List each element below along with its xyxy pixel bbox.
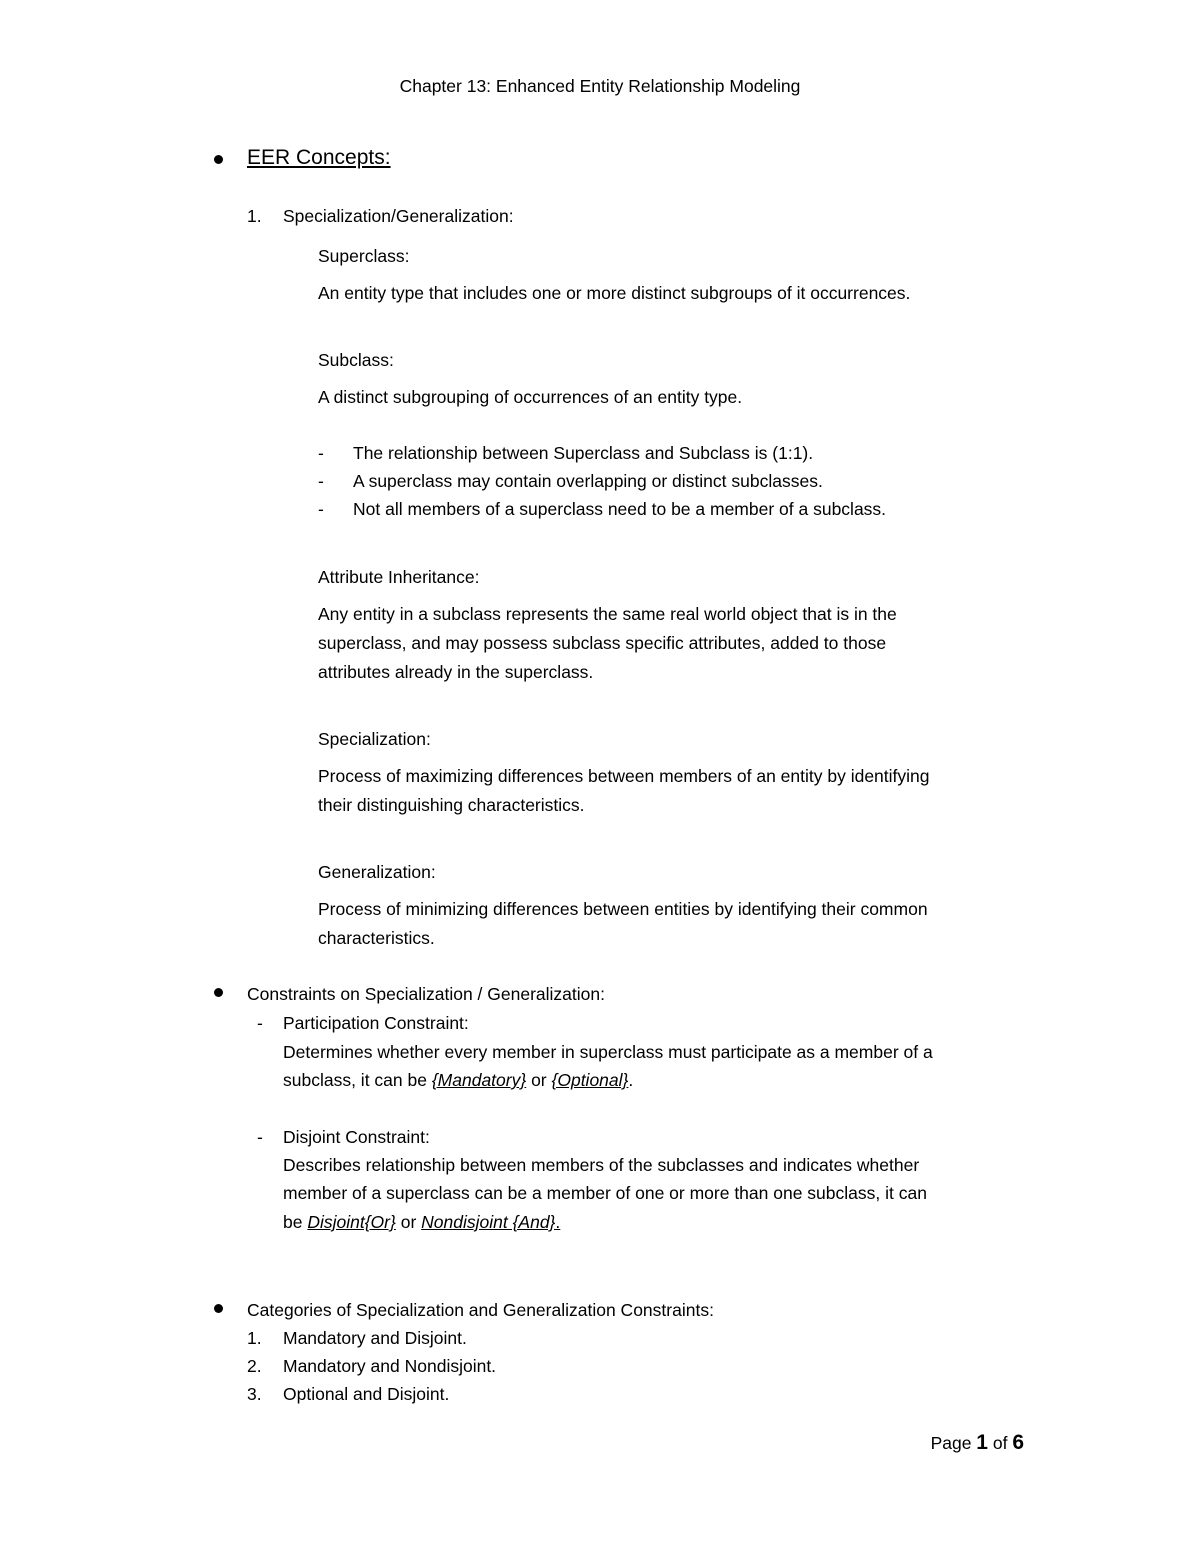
emphasis-disjoint: Disjoint{Or} bbox=[307, 1212, 396, 1232]
total-page-count: 6 bbox=[1012, 1431, 1024, 1454]
dash-marker: - bbox=[257, 1013, 263, 1033]
emphasis-nondisjoint: Nondisjoint {And} bbox=[421, 1212, 556, 1232]
text-run: . bbox=[628, 1070, 634, 1090]
dash-marker: - bbox=[318, 499, 324, 519]
definition-line: characteristics. bbox=[318, 928, 435, 948]
definition-line: Process of maximizing differences between members of an entity by identifying bbox=[318, 766, 930, 786]
definition-line: Any entity in a subclass represents the same real world object that is in the bbox=[318, 604, 897, 624]
current-page-number: 1 bbox=[976, 1431, 988, 1454]
text-run: or bbox=[526, 1070, 552, 1090]
dash-marker: - bbox=[257, 1127, 263, 1147]
text-run: subclass, it can be bbox=[283, 1070, 432, 1090]
emphasis-optional: {Optional} bbox=[551, 1070, 629, 1090]
list-item: Mandatory and Nondisjoint. bbox=[283, 1356, 497, 1376]
text-run: of bbox=[987, 1433, 1013, 1453]
page-number-footer bbox=[931, 1432, 1024, 1454]
term-superclass: Superclass: bbox=[318, 246, 410, 266]
definition-subclass: A distinct subgrouping of occurrences of an entity type. bbox=[318, 387, 743, 407]
term-subclass: Subclass: bbox=[318, 350, 394, 370]
header-title: Chapter 13: Enhanced Entity Relationship Modeling bbox=[399, 76, 801, 96]
dash-item: A superclass may contain overlapping or distinct subclasses. bbox=[353, 471, 823, 491]
definition-line: member of a superclass can be a member of one or more than one subclass, it can bbox=[283, 1183, 927, 1203]
bullet-icon bbox=[214, 1304, 223, 1313]
bullet-icon bbox=[214, 988, 223, 997]
text-run: be bbox=[283, 1212, 308, 1232]
definition-line bbox=[283, 1211, 560, 1233]
section-heading-categories: Categories of Specialization and Generalization Constraints: bbox=[247, 1300, 714, 1320]
definition-line: Determines whether every member in superclass must participate as a member of a bbox=[283, 1042, 933, 1062]
list-number: 2. bbox=[247, 1356, 262, 1376]
term-generalization: Generalization: bbox=[318, 862, 436, 882]
dash-item: The relationship between Superclass and Subclass is (1:1). bbox=[353, 443, 814, 463]
definition-superclass: An entity type that includes one or more distinct subgroups of it occurrences. bbox=[318, 283, 911, 303]
term-attribute-inheritance: Attribute Inheritance: bbox=[318, 567, 480, 587]
definition-line bbox=[283, 1069, 633, 1091]
section-heading-constraints: Constraints on Specialization / Generalization: bbox=[247, 984, 605, 1004]
bullet-icon bbox=[214, 155, 223, 164]
page-header bbox=[0, 75, 1200, 97]
definition-line: Describes relationship between members of the subclasses and indicates whether bbox=[283, 1155, 920, 1175]
list-number: 1. bbox=[247, 1328, 262, 1348]
term-specialization: Specialization: bbox=[318, 729, 431, 749]
definition-line: their distinguishing characteristics. bbox=[318, 795, 585, 815]
definition-line: attributes already in the superclass. bbox=[318, 662, 594, 682]
term-disjoint-constraint: Disjoint Constraint: bbox=[283, 1127, 430, 1147]
emphasis-mandatory: {Mandatory} bbox=[431, 1070, 527, 1090]
list-item: Mandatory and Disjoint. bbox=[283, 1328, 467, 1348]
dash-marker: - bbox=[318, 443, 324, 463]
definition-line: Process of minimizing differences between entities by identifying their common bbox=[318, 899, 928, 919]
section-heading-eer-concepts: EER Concepts: bbox=[247, 146, 391, 169]
item-label-specialization-generalization: Specialization/Generalization: bbox=[283, 206, 514, 226]
dash-marker: - bbox=[318, 471, 324, 491]
definition-line: superclass, and may possess subclass specific attributes, added to those bbox=[318, 633, 887, 653]
text-run: Page bbox=[930, 1433, 977, 1453]
list-number: 1. bbox=[247, 206, 262, 226]
text-run: or bbox=[395, 1212, 422, 1232]
text-run: . bbox=[555, 1212, 561, 1232]
list-item: Optional and Disjoint. bbox=[283, 1384, 450, 1404]
term-participation-constraint: Participation Constraint: bbox=[283, 1013, 469, 1033]
dash-item: Not all members of a superclass need to be a member of a subclass. bbox=[353, 499, 887, 519]
list-number: 3. bbox=[247, 1384, 262, 1404]
